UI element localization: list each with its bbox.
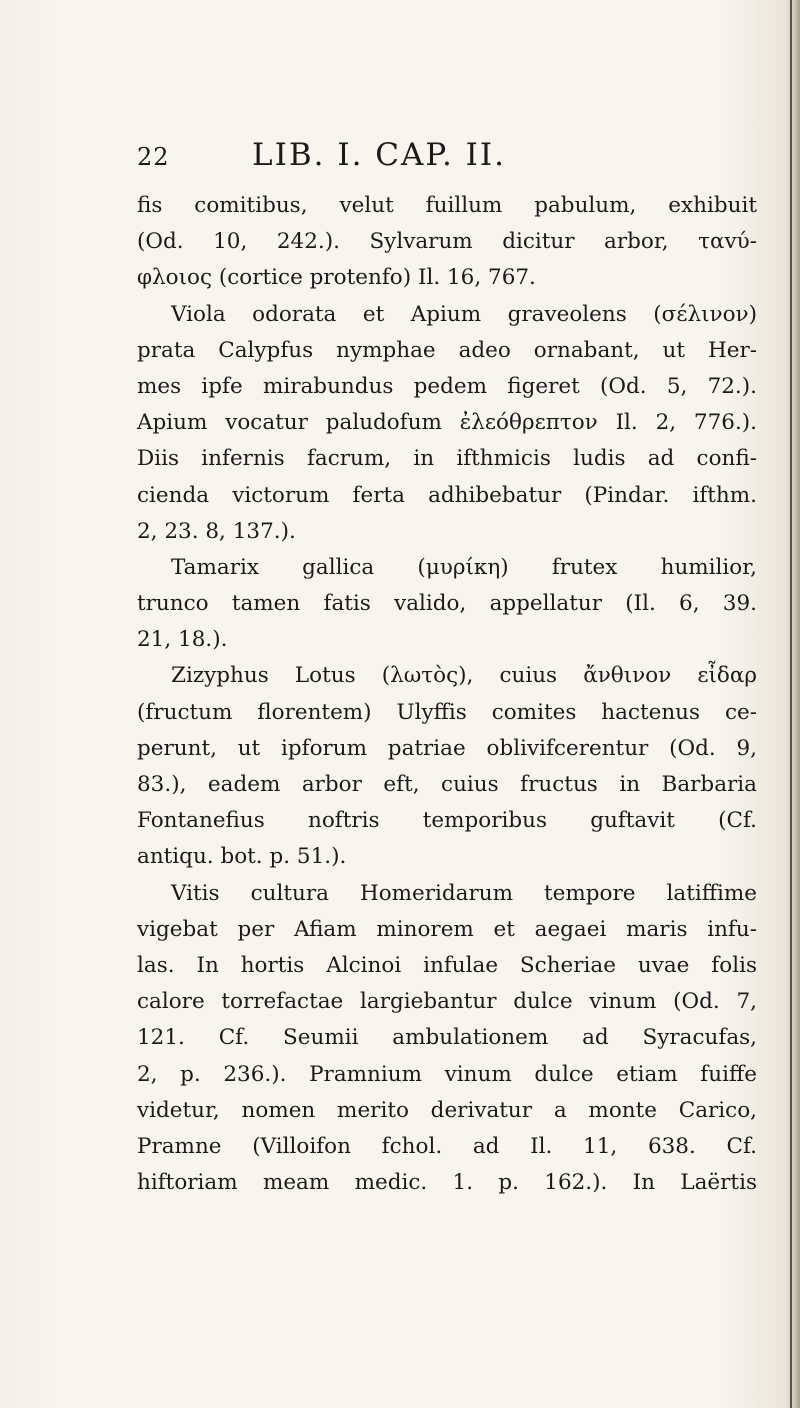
text-line: prata Calypfus nymphae adeo ornabant, ut Her- xyxy=(137,337,757,363)
text-line: perunt, ut ipforum patriae oblivifcerentur (Od. 9, xyxy=(137,735,757,761)
text-line: Fontanefius noftris temporibus guftavit (Cf. xyxy=(137,808,757,834)
text-line: trunco tamen fatis valido, appellatur (Il. 6, 39. xyxy=(137,591,757,617)
text-line: Zizyphus Lotus (λωτὸς), cuius ἄνθινον εἶδαρ xyxy=(171,663,757,689)
text-line: φλοιος (cortice protenfo) Il. 16, 767. xyxy=(137,265,536,291)
text-line: Viola odorata et Apium graveolens (σέλινον) xyxy=(171,301,757,327)
body-text xyxy=(137,188,757,1201)
text-line: videtur, nomen merito derivatur a monte Carico, xyxy=(137,1097,757,1123)
text-line: mes ipfe mirabundus pedem figeret (Od. 5, 72.). xyxy=(137,373,757,399)
text-line: 2, p. 236.). Pramnium vinum dulce etiam fuiffe xyxy=(137,1061,757,1087)
text-line: Vitis cultura Homeridarum tempore latiffime xyxy=(171,880,757,906)
text-line: Tamarix gallica (μυρίκη) frutex humilior, xyxy=(171,554,757,580)
text-line: (fructum florentem) Ulyffis comites hactenus ce- xyxy=(137,699,757,725)
text-line: calore torrefactae largiebantur dulce vinum (Od. 7, xyxy=(137,989,757,1015)
text-line: hiftoriam meam medic. 1. p. 162.). In Laërtis xyxy=(137,1170,757,1196)
page-edge-line xyxy=(790,0,792,1408)
text-line: 83.), eadem arbor eft, cuius fructus in Barbaria xyxy=(137,772,757,797)
text-line: Pramne (Villoifon fchol. ad Il. 11, 638. Cf. xyxy=(137,1133,757,1159)
text-line: 121. Cf. Seumii ambulationem ad Syracufas, xyxy=(137,1025,757,1051)
text-line: fis comitibus, velut fuillum pabulum, exhibuit xyxy=(137,193,757,218)
text-line: 2, 23. 8, 137.). xyxy=(137,518,296,544)
text-line: vigebat per Afiam minorem et aegaei maris infu- xyxy=(137,916,757,942)
page-header xyxy=(137,137,657,173)
text-line: Diis infernis facrum, in ifthmicis ludis ad confi- xyxy=(137,446,757,472)
page-edge-shadow xyxy=(786,0,800,1408)
page-number: 22 xyxy=(137,143,170,171)
text-line: cienda victorum ferta adhibebatur (Pindar. ifthm. xyxy=(137,482,757,508)
text-line: antiqu. bot. p. 51.). xyxy=(137,844,347,870)
text-line: (Od. 10, 242.). Sylvarum dicitur arbor, ταvύ- xyxy=(137,229,757,255)
text-line: las. In hortis Alcinoi infulae Scheriae uvae folis xyxy=(137,952,757,978)
text-line: 21, 18.). xyxy=(137,627,228,653)
running-head: LIB. I. CAP. II. xyxy=(252,137,507,173)
text-line: Apium vocatur paludofum ἐλεόθρεπτον Il. 2, 776.). xyxy=(137,410,757,436)
